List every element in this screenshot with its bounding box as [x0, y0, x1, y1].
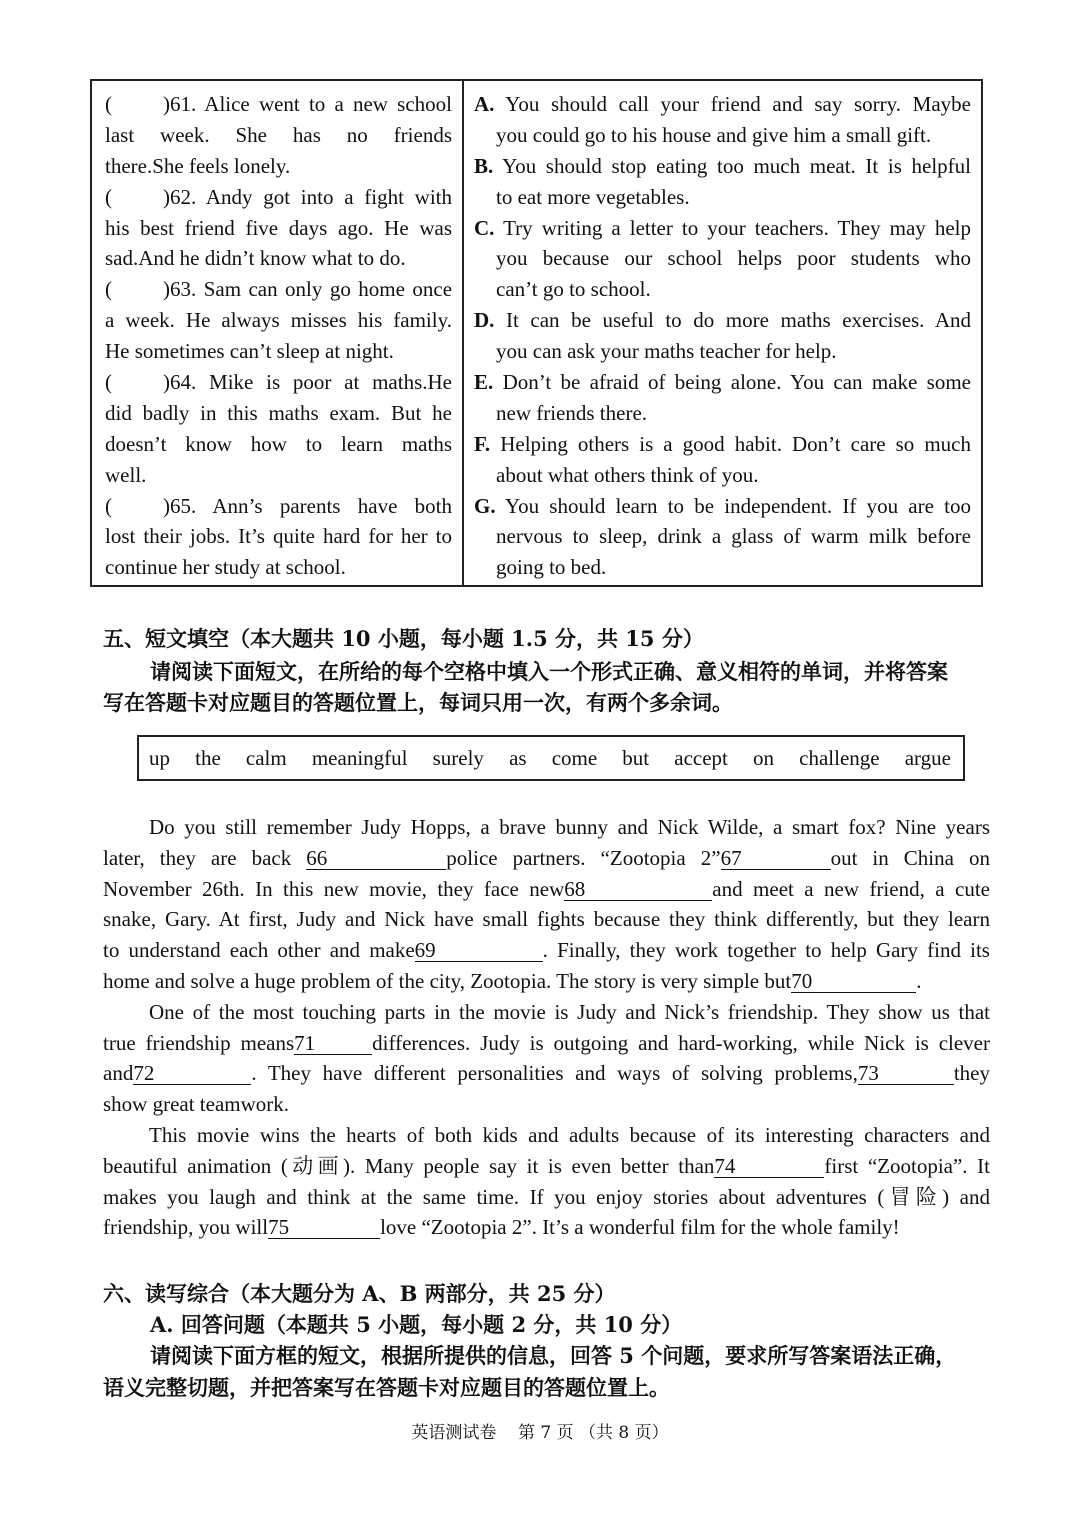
blank-66[interactable]: 66 — [306, 847, 446, 870]
section6-title: 六、读写综合（本大题分为 A、B 两部分，共 25 分） — [103, 1281, 616, 1306]
word-challenge: challenge — [799, 745, 880, 770]
section6-instruction-2: 语义完整切题，并把答案写在答题卡对应题目的答题位置上。 — [103, 1375, 670, 1400]
passage-line: true friendship means71 differences. Judy is outgoing and hard-working, while Nick is clever — [103, 1030, 990, 1055]
word-surely: surely — [432, 745, 484, 770]
passage-line: snake, Gary. At first, Judy and Nick have small fights because they think differently, but they learn — [103, 907, 990, 932]
option-c: C. Try writing a letter to your teachers. They may help you because our school helps poor students who can’t go to school. — [474, 215, 971, 302]
word-come: come — [551, 745, 598, 770]
passage-line: friendship, you will75 love “Zootopia 2”. It’s a wonderful film for the whole family! — [103, 1215, 900, 1240]
question-63: ( )63. Sam can only go home once a week. He always misses his family. He sometimes can’t sleep at night. — [105, 277, 453, 364]
word-accept: accept — [674, 745, 728, 770]
word-meaningful: meaningful — [311, 745, 408, 770]
option-f: F. Helping others is a good habit. Don’t care so much about what others think of you. — [474, 431, 971, 487]
question-64: ( )64. Mike is poor at maths.He did badly in this maths exam. But he doesn’t know how to learn maths well. — [105, 370, 453, 487]
word-argue: argue — [904, 745, 951, 770]
blank-71[interactable]: 71 — [294, 1032, 372, 1055]
blank-67[interactable]: 67 — [721, 847, 831, 870]
passage-line: show great teamwork. — [103, 1092, 290, 1117]
question-65: ( )65. Ann’s parents have both lost their jobs. It’s quite hard for her to continue her study at school. — [105, 493, 452, 580]
word-but: but — [622, 745, 650, 770]
passage-line: beautiful animation (动画). Many people say it is even better than74 first “Zootopia”. It — [103, 1153, 990, 1178]
word-the: the — [195, 745, 221, 770]
matching-table — [90, 79, 983, 587]
blank-72[interactable]: 72 — [133, 1062, 251, 1085]
passage-line: makes you laugh and think at the same time. If you enjoy stories about adventures (冒险) and — [103, 1184, 990, 1209]
cloze-passage — [103, 812, 990, 1243]
passage-line: to understand each other and make69 . Finally, they work together to help Gary find its — [103, 938, 990, 963]
passage-line: Do you still remember Judy Hopps, a brave bunny and Nick Wilde, a smart fox? Nine years — [149, 815, 990, 839]
section6-instruction-1: 请阅读下面方框的短文，根据所提供的信息，回答 5 个问题，要求所写答案语法正确， — [150, 1343, 957, 1368]
question-61: ( )61. Alice went to a new school last week. She has no friends there.She feels lonely. — [105, 92, 452, 178]
page-footer: 英语测试卷 第 7 页 （共 8 页） — [411, 1423, 669, 1443]
passage-line: This movie wins the hearts of both kids and adults because of its interesting characters and — [149, 1122, 990, 1147]
word-bank — [137, 735, 965, 781]
blank-68[interactable]: 68 — [564, 878, 712, 901]
word-calm: calm — [245, 745, 287, 770]
section6-subtitle: A. 回答问题（本题共 5 小题，每小题 2 分，共 10 分） — [150, 1312, 683, 1337]
word-up: up — [149, 745, 170, 770]
blank-70[interactable]: 70 — [791, 970, 916, 993]
passage-line: November 26th. In this new movie, they face new68 and meet a new friend, a cute — [103, 876, 990, 901]
word-on: on — [753, 745, 775, 770]
passage-line: and72 . They have different personalities and ways of solving problems,73 they — [103, 1061, 990, 1086]
option-g: G. You should learn to be independent. If you are too nervous to sleep, drink a glass of warm milk before going to bed. — [474, 493, 971, 580]
option-a: A. You should call your friend and say sorry. Maybe you could go to his house and give him a small gift. — [474, 92, 971, 147]
blank-74[interactable]: 74 — [714, 1155, 824, 1178]
option-d: D. It can be useful to do more maths exercises. And you can ask your maths teacher for help. — [474, 308, 972, 364]
blank-75[interactable]: 75 — [268, 1216, 380, 1239]
passage-line: later, they are back 66 police partners. “Zootopia 2”67 out in China on — [103, 845, 990, 870]
section5-instruction-1: 请阅读下面短文，在所给的每个空格中填入一个形式正确、意义相符的单词，并将答案 — [150, 659, 948, 684]
passage-line: One of the most touching parts in the movie is Judy and Nick’s friendship. They show us that — [149, 999, 990, 1024]
blank-73[interactable]: 73 — [858, 1062, 954, 1085]
blank-69[interactable]: 69 — [415, 939, 543, 962]
questions-column — [92, 81, 464, 585]
passage-line: home and solve a huge problem of the city, Zootopia. The story is very simple but70 . — [103, 968, 922, 993]
option-b: B. You should stop eating too much meat. It is helpful to eat more vegetables. — [474, 153, 971, 209]
options-column — [464, 81, 981, 585]
section5-instruction-2: 写在答题卡对应题目的答题位置上，每词只用一次，有两个多余词。 — [103, 690, 733, 715]
question-62: ( )62. Andy got into a fight with his best friend five days ago. He was sad.And he didn’t know what to do. — [105, 184, 452, 271]
section5-title: 五、短文填空（本大题共 10 小题，每小题 1.5 分，共 15 分） — [103, 626, 704, 651]
option-e: E. Don’t be afraid of being alone. You can make some new friends there. — [474, 370, 971, 425]
word-as: as — [509, 745, 527, 770]
